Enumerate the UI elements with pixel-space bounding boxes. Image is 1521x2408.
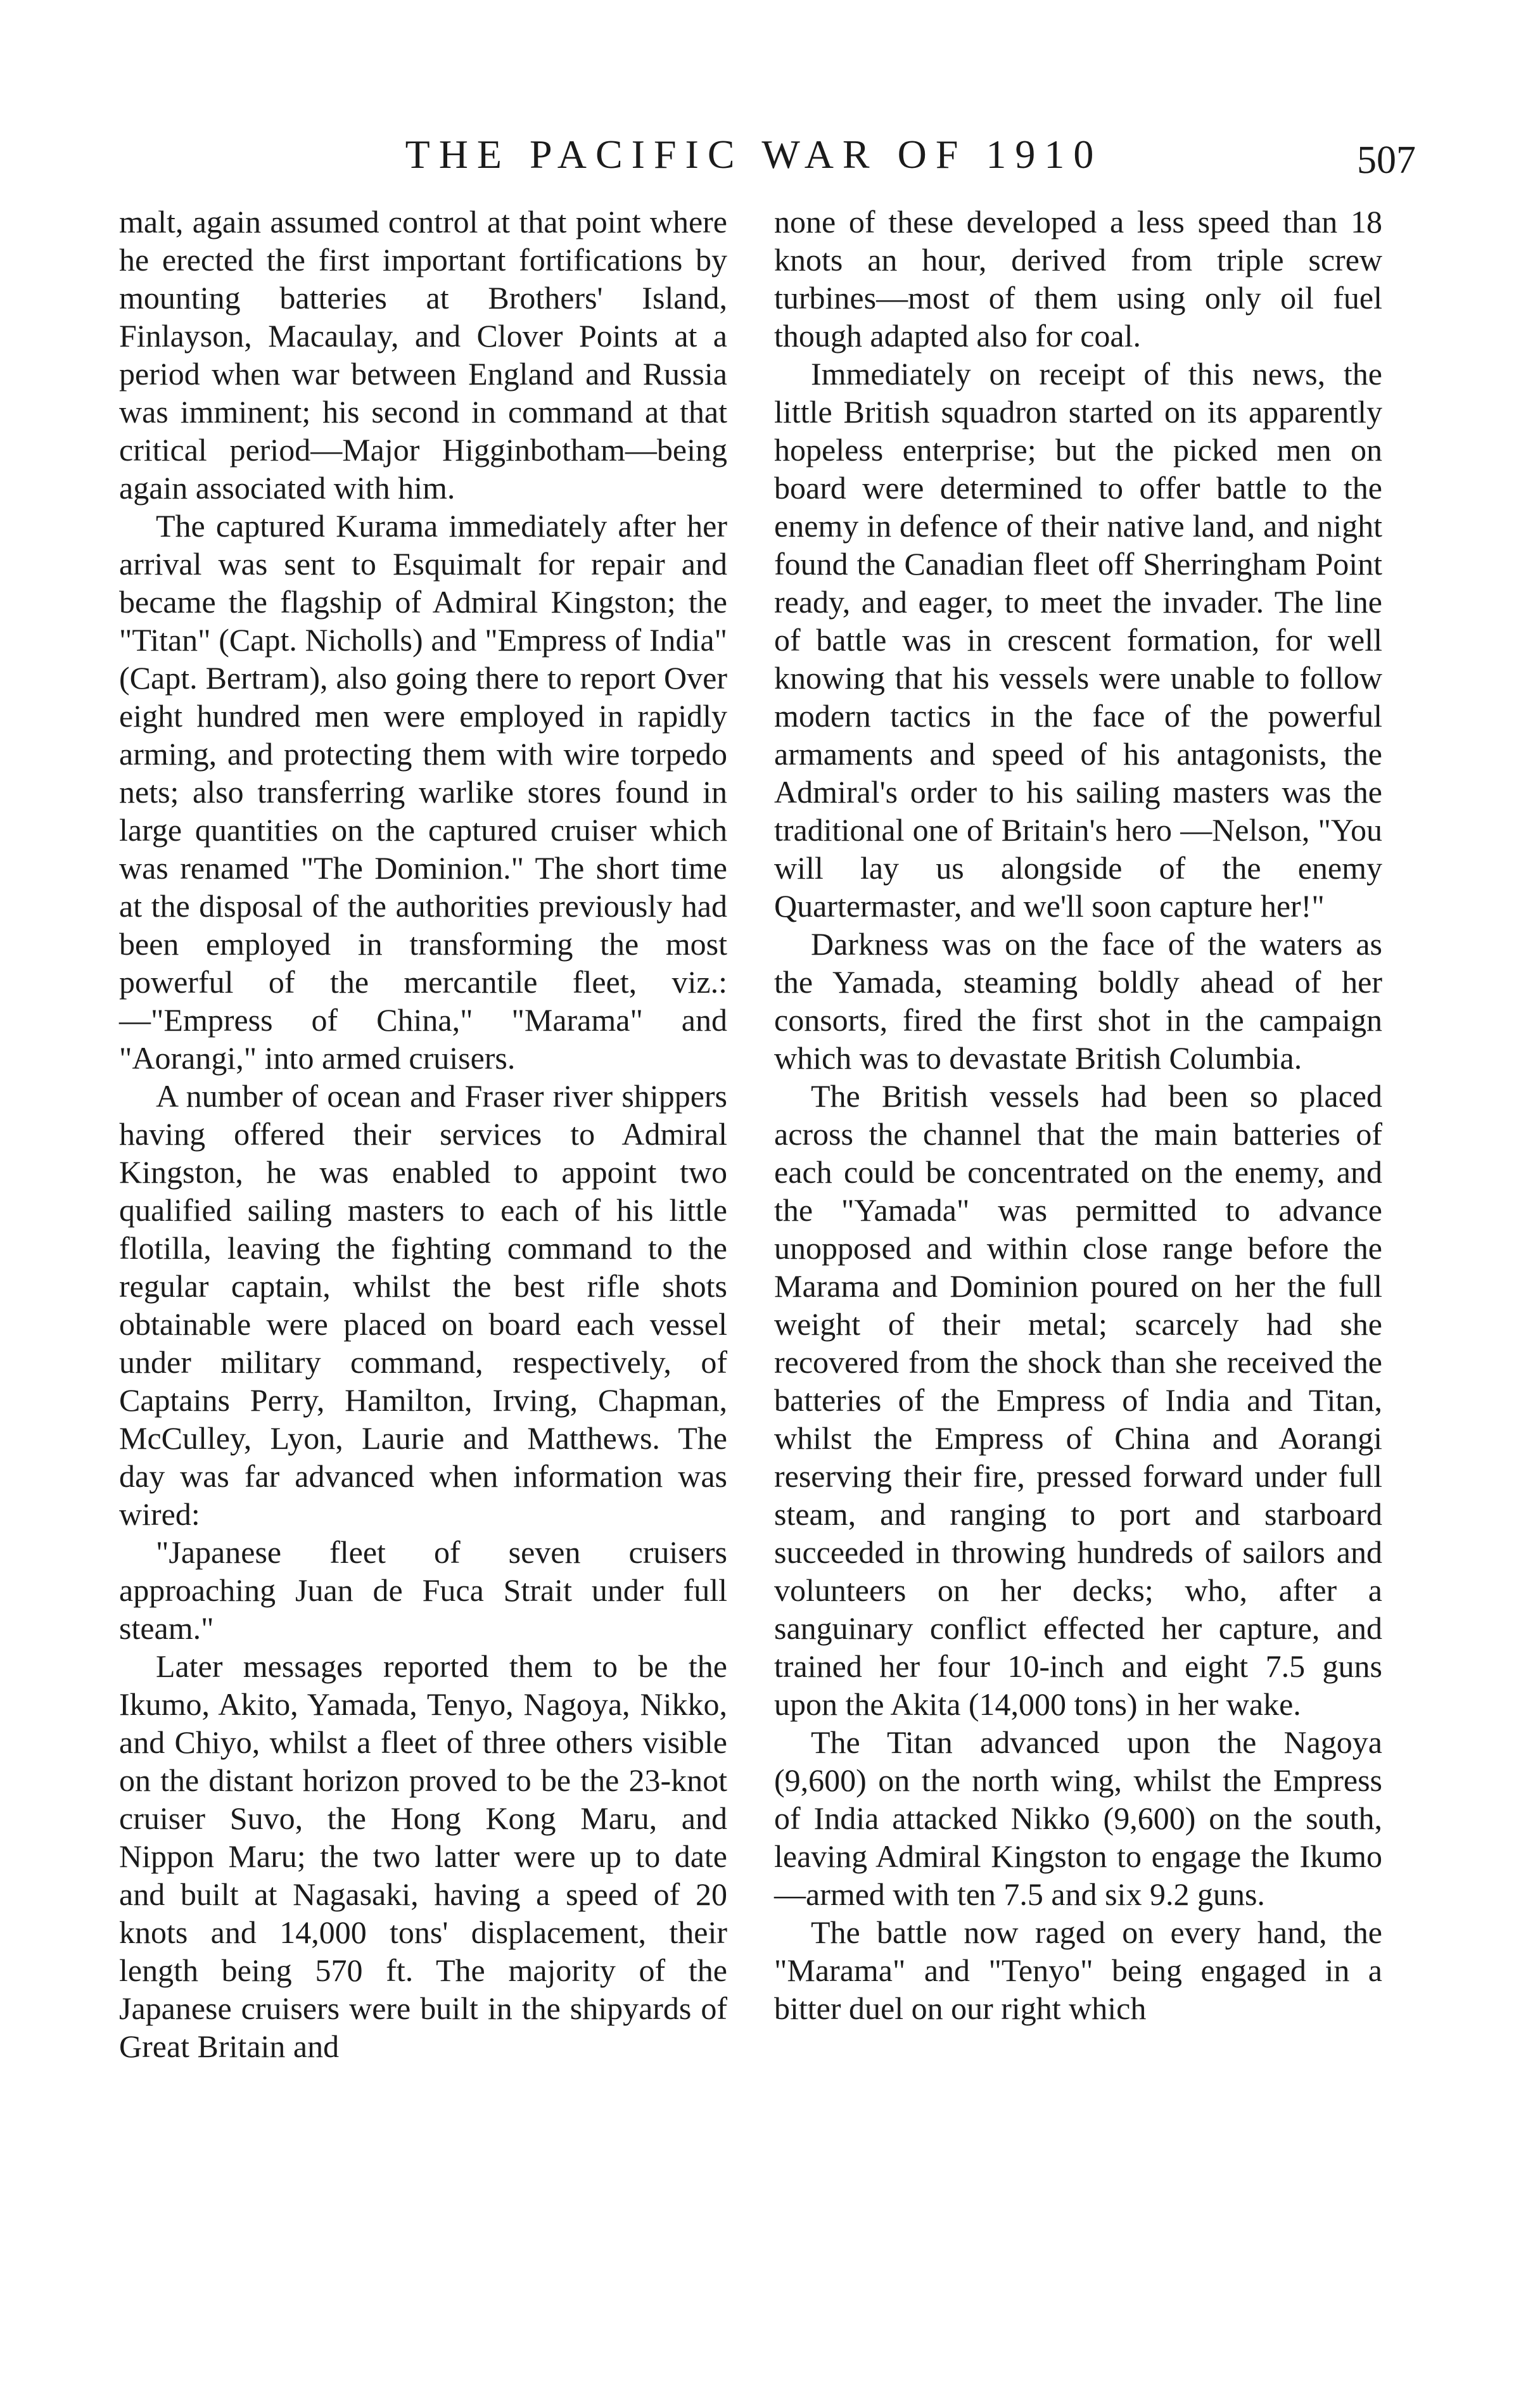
paragraph: none of these developed a less speed than 18 knots an hour, derived from triple screw turbines—most of them using only oil fuel though adapted also for coal. bbox=[774, 204, 1382, 354]
paragraph: Immediately on receipt of this news, the little British squadron started on its apparently hopeless enterprise; but the picked men on board were determined to offer battle to the enemy in defence of their native land, and night found the Canadian fleet off Sherringham Point ready, and eager, to meet the invader. The line of battle was in crescent formation, for well knowing that his vessels were unable to follow modern tactics in the face of the powerful armaments and speed of his antagonists, the Admiral's order to his sailing masters was the traditional one of Britain's hero —Nelson, "You will lay us alongside of the enemy Quartermaster, and we'll soon capture her!" bbox=[774, 356, 1382, 924]
paragraph: malt, again assumed control at that point where he erected the first important fortifications by mounting batteries at Brothers' Island, Finlayson, Macaulay, and Clover Points at a period when war between England and Russia was imminent; his second in command at that critical period—Major Higginbotham—being again associated with him. bbox=[119, 204, 727, 506]
paragraph: Later messages reported them to be the Ikumo, Akito, Yamada, Tenyo, Nagoya, Nikko, and Chiyo, whilst a fleet of three others visible on the distant horizon proved to be the 23-knot cruiser Suvo, the Hong Kong Maru, and Nippon Maru; the two latter were up to date and built at Nagasaki, having a speed of 20 knots and 14,000 tons' displacement, their length being 570 ft. The majority of the Japanese cruisers were built in the shipyards of Great Britain and bbox=[119, 1648, 727, 2064]
paragraph: The British vessels had been so placed across the channel that the main batteries of each could be concentrated on the enemy, and the "Yamada" was permitted to advance unopposed and within close range before the Marama and Dominion poured on her the full weight of their metal; scarcely had she recovered from the shock than she received the batteries of the Empress of India and Titan, whilst the Empress of China and Aorangi reserving their fire, pressed forward under full steam, and ranging to port and starboard succeeded in throwing hundreds of sailors and volunteers on her decks; who, after a sanguinary conflict effected her capture, and trained her four 10-inch and eight 7.5 guns upon the Akita (14,000 tons) in her wake. bbox=[774, 1078, 1382, 1722]
left-column bbox=[119, 203, 727, 2065]
telegram-quote: "Japanese fleet of seven cruisers approaching Juan de Fuca Strait under full steam." bbox=[119, 1534, 727, 1646]
running-title: THE PACIFIC WAR OF 1910 bbox=[405, 132, 1103, 177]
paragraph: The battle now raged on every hand, the "Marama" and "Tenyo" being engaged in a bitter duel on our right which bbox=[774, 1914, 1382, 2026]
paragraph: Darkness was on the face of the waters as the Yamada, steaming boldly ahead of her consorts, fired the first shot in the campaign which was to devastate British Columbia. bbox=[774, 926, 1382, 1076]
paragraph: The Titan advanced upon the Nagoya (9,600) on the north wing, whilst the Empress of India attacked Nikko (9,600) on the south, leaving Admiral Kingston to engage the Ikumo—armed with ten 7.5 and six 9.2 guns. bbox=[774, 1724, 1382, 1912]
right-column bbox=[774, 203, 1382, 2027]
paragraph: The captured Kurama immediately after her arrival was sent to Esquimalt for repair and became the flagship of Admiral Kingston; the "Titan" (Capt. Nicholls) and "Empress of India" (Capt. Bertram), also going there to report Over eight hundred men were employed in rapidly arming, and protecting them with wire torpedo nets; also transferring warlike stores found in large quantities on the captured cruiser which was renamed "The Dominion." The short time at the disposal of the authorities previously had been employed in transforming the most powerful of the mercantile fleet, viz.:—"Empress of China," "Marama" and "Aorangi," into armed cruisers. bbox=[119, 508, 727, 1076]
paragraph: A number of ocean and Fraser river shippers having offered their services to Admiral Kingston, he was enabled to appoint two qualified sailing masters to each of his little flotilla, leaving the fighting command to the regular captain, whilst the best rifle shots obtainable were placed on board each vessel under military command, respectively, of Captains Perry, Hamilton, Irving, Chapman, McCulley, Lyon, Laurie and Matthews. The day was far advanced when information was wired: bbox=[119, 1078, 727, 1532]
page-number: 507 bbox=[1357, 139, 1416, 182]
